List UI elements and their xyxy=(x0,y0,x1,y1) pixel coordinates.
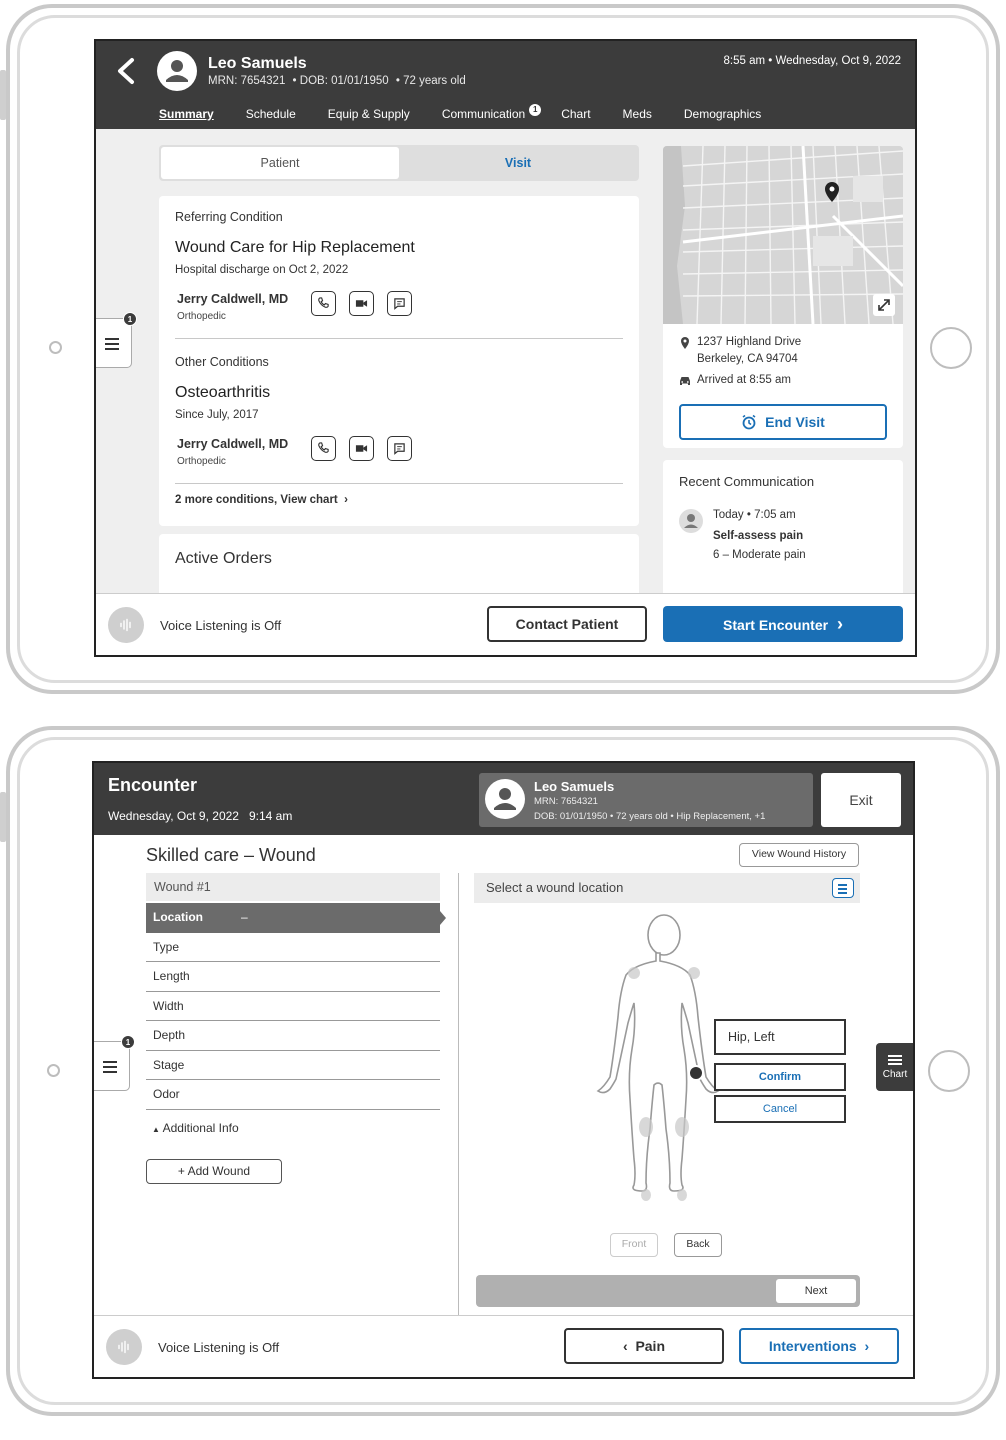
video-icon xyxy=(355,442,368,455)
call-button[interactable] xyxy=(311,436,336,461)
video-icon xyxy=(355,297,368,310)
patient-meta: MRN: 7654321 • DOB: 01/01/1950 • 72 years old xyxy=(208,75,466,87)
location-confirm-popup xyxy=(714,1019,846,1129)
wound-field-length[interactable]: Length xyxy=(146,962,440,992)
patient-details: DOB: 01/01/1950 • 72 years old • Hip Replacement, +1 xyxy=(534,811,766,822)
patient-name: Leo Samuels xyxy=(534,779,615,794)
side-menu-toggle[interactable] xyxy=(96,315,133,368)
hamburger-icon xyxy=(105,338,119,353)
active-orders-title: Active Orders xyxy=(175,550,272,567)
start-encounter-label: Start Encounter xyxy=(723,617,829,633)
communication-badge: 1 xyxy=(529,104,541,116)
nav-tabs xyxy=(159,107,793,121)
comm-detail: 6 – Moderate pain xyxy=(713,549,806,561)
front-view-button[interactable]: Front xyxy=(610,1233,658,1257)
tab-meds[interactable]: Meds xyxy=(622,107,652,121)
segment-visit[interactable]: Visit xyxy=(504,156,532,170)
map-pin-icon xyxy=(825,182,839,202)
view-wound-history-button[interactable]: View Wound History xyxy=(739,843,859,867)
tab-equip-supply[interactable]: Equip & Supply xyxy=(327,107,410,121)
device-camera xyxy=(47,1064,60,1077)
message-button[interactable] xyxy=(387,291,412,316)
next-step-button[interactable]: Next xyxy=(776,1279,856,1303)
selected-location: Hip, Left xyxy=(714,1019,846,1055)
end-visit-label: End Visit xyxy=(765,414,825,430)
end-visit-button[interactable] xyxy=(679,404,887,440)
side-menu-badge: 1 xyxy=(121,1035,135,1049)
other-title: Osteoarthritis xyxy=(175,384,271,401)
chevron-right-icon: › xyxy=(831,614,843,634)
side-menu-badge: 1 xyxy=(123,312,137,326)
map-streets xyxy=(663,146,903,324)
cancel-location-button[interactable]: Cancel xyxy=(714,1095,846,1123)
expand-map-button[interactable] xyxy=(873,294,895,316)
back-chevron-icon[interactable] xyxy=(114,57,138,85)
chevron-right-icon: › xyxy=(340,494,348,506)
summary-screen xyxy=(94,39,917,657)
view-chart-link-label: 2 more conditions, View chart xyxy=(175,494,338,506)
patient-mrn: MRN: 7654321 xyxy=(208,75,286,87)
encounter-screen xyxy=(92,761,915,1379)
tab-demographics[interactable]: Demographics xyxy=(683,107,762,121)
exit-button[interactable]: Exit xyxy=(821,773,901,827)
encounter-header xyxy=(94,763,913,835)
header-datetime: 8:55 am • Wednesday, Oct 9, 2022 xyxy=(723,55,901,67)
wound-target-marker[interactable] xyxy=(688,1065,704,1081)
wound-field-width[interactable]: Width xyxy=(146,992,440,1022)
body-map-figure[interactable] xyxy=(594,913,734,1223)
hamburger-icon xyxy=(103,1061,117,1076)
expand-icon xyxy=(873,294,895,316)
additional-info-toggle[interactable] xyxy=(152,1121,239,1135)
previous-step-label: Pain xyxy=(635,1338,666,1354)
voice-status: Voice Listening is Off xyxy=(158,1340,280,1355)
panel-divider xyxy=(458,873,459,1317)
tab-chart[interactable]: Chart xyxy=(561,107,591,121)
patient-age: 72 years old xyxy=(403,75,466,87)
referring-sub: Hospital discharge on Oct 2, 2022 xyxy=(175,264,349,276)
wound-field-depth[interactable]: Depth xyxy=(146,1021,440,1051)
device-side-button xyxy=(0,792,6,842)
hamburger-icon xyxy=(888,1055,902,1067)
side-menu-toggle[interactable] xyxy=(94,1038,131,1091)
device-home-button xyxy=(930,327,972,369)
referring-doctor: Jerry Caldwell, MD xyxy=(177,292,289,306)
location-card xyxy=(663,146,903,448)
contact-patient-button[interactable]: Contact Patient xyxy=(487,606,647,642)
message-button[interactable] xyxy=(387,436,412,461)
call-button[interactable] xyxy=(311,291,336,316)
encounter-title: Encounter xyxy=(108,775,198,795)
other-label: Other Conditions xyxy=(175,355,269,369)
wound-field-label: Location xyxy=(153,910,203,924)
phone-icon xyxy=(317,442,330,455)
patient-dob: DOB: 01/01/1950 xyxy=(299,75,389,87)
conditions-card xyxy=(159,196,639,526)
arrived-time: Arrived at 8:55 am xyxy=(697,374,791,386)
tab-summary[interactable]: Summary xyxy=(159,107,214,121)
phone-icon xyxy=(317,297,330,310)
previous-step-button[interactable] xyxy=(564,1328,724,1364)
interventions-label: Interventions xyxy=(768,1338,857,1354)
chevron-right-icon: › xyxy=(860,1338,870,1354)
device-side-button xyxy=(0,70,6,120)
patient-header xyxy=(96,41,915,129)
add-wound-button[interactable]: + Add Wound xyxy=(146,1159,282,1184)
address-line2: Berkeley, CA 94704 xyxy=(697,353,798,365)
chart-drawer-tab[interactable] xyxy=(876,1043,914,1091)
video-call-button[interactable] xyxy=(349,436,374,461)
address-line1: 1237 Highland Drive xyxy=(697,336,802,348)
sender-avatar xyxy=(679,509,703,533)
voice-status: Voice Listening is Off xyxy=(160,618,282,633)
wound-field-list xyxy=(146,903,440,1110)
start-encounter-button[interactable] xyxy=(663,606,903,642)
voice-toggle-button[interactable] xyxy=(108,607,144,643)
person-icon xyxy=(485,779,525,819)
interventions-button[interactable] xyxy=(739,1328,899,1364)
chat-icon xyxy=(393,442,406,455)
wound-header: Wound #1 xyxy=(146,873,440,901)
referring-title: Wound Care for Hip Replacement xyxy=(175,239,415,256)
chevron-left-icon: ‹ xyxy=(622,1338,632,1354)
segment-patient[interactable]: Patient xyxy=(161,147,399,179)
video-call-button[interactable] xyxy=(349,291,374,316)
person-icon xyxy=(679,509,703,533)
bottom-action-bar xyxy=(94,1315,913,1377)
wound-field-type[interactable]: Type xyxy=(146,933,440,963)
tab-communication[interactable] xyxy=(441,105,538,121)
patient-avatar xyxy=(157,51,197,91)
other-doctor: Jerry Caldwell, MD xyxy=(177,437,289,451)
section-title: Skilled care – Wound xyxy=(146,845,316,865)
bottom-action-bar xyxy=(96,593,915,655)
location-pin-icon xyxy=(679,337,691,349)
recent-communication-title: Recent Communication xyxy=(679,474,815,489)
map[interactable] xyxy=(663,146,903,324)
tab-communication-label: Communication xyxy=(441,107,526,121)
voice-toggle-button[interactable] xyxy=(106,1329,142,1365)
tab-schedule[interactable]: Schedule xyxy=(245,107,296,121)
referring-specialty: Orthopedic xyxy=(177,311,226,322)
view-chart-link[interactable] xyxy=(175,494,348,506)
wound-field-location[interactable] xyxy=(146,903,440,933)
wound-location-prompt: Select a wound location xyxy=(474,873,860,903)
step-progress-bar xyxy=(476,1275,860,1307)
wound-field-stage[interactable]: Stage xyxy=(146,1051,440,1081)
wound-field-odor[interactable]: Odor xyxy=(146,1080,440,1110)
encounter-datetime: Wednesday, Oct 9, 2022 9:14 am xyxy=(108,809,293,823)
comm-time: Today • 7:05 am xyxy=(713,509,796,521)
referring-label: Referring Condition xyxy=(175,210,283,224)
patient-avatar xyxy=(485,779,525,819)
list-view-button[interactable] xyxy=(832,878,854,898)
other-specialty: Orthopedic xyxy=(177,456,226,467)
patient-name: Leo Samuels xyxy=(208,55,307,72)
recent-communication-card[interactable] xyxy=(663,460,903,610)
back-view-button[interactable]: Back xyxy=(674,1233,722,1257)
additional-info-label: Additional Info xyxy=(162,1121,239,1135)
device-camera xyxy=(49,341,62,354)
chart-tab-label: Chart xyxy=(882,1069,908,1080)
person-icon xyxy=(157,51,197,91)
confirm-location-button[interactable]: Confirm xyxy=(714,1063,846,1091)
patient-summary-card[interactable] xyxy=(479,773,813,827)
patient-visit-toggle xyxy=(159,145,639,181)
condition-divider xyxy=(175,338,623,339)
alarm-clock-icon xyxy=(741,414,757,430)
voice-wave-icon xyxy=(118,617,134,633)
condition-divider xyxy=(175,483,623,484)
car-icon xyxy=(679,375,691,387)
device-home-button xyxy=(928,1050,970,1092)
wound-field-value: – xyxy=(241,910,248,924)
voice-wave-icon xyxy=(116,1339,132,1355)
chat-icon xyxy=(393,297,406,310)
patient-mrn: MRN: 7654321 xyxy=(534,796,598,807)
comm-subject: Self-assess pain xyxy=(713,530,804,542)
other-sub: Since July, 2017 xyxy=(175,409,259,421)
caret-up-icon: ▲ xyxy=(152,1125,160,1134)
